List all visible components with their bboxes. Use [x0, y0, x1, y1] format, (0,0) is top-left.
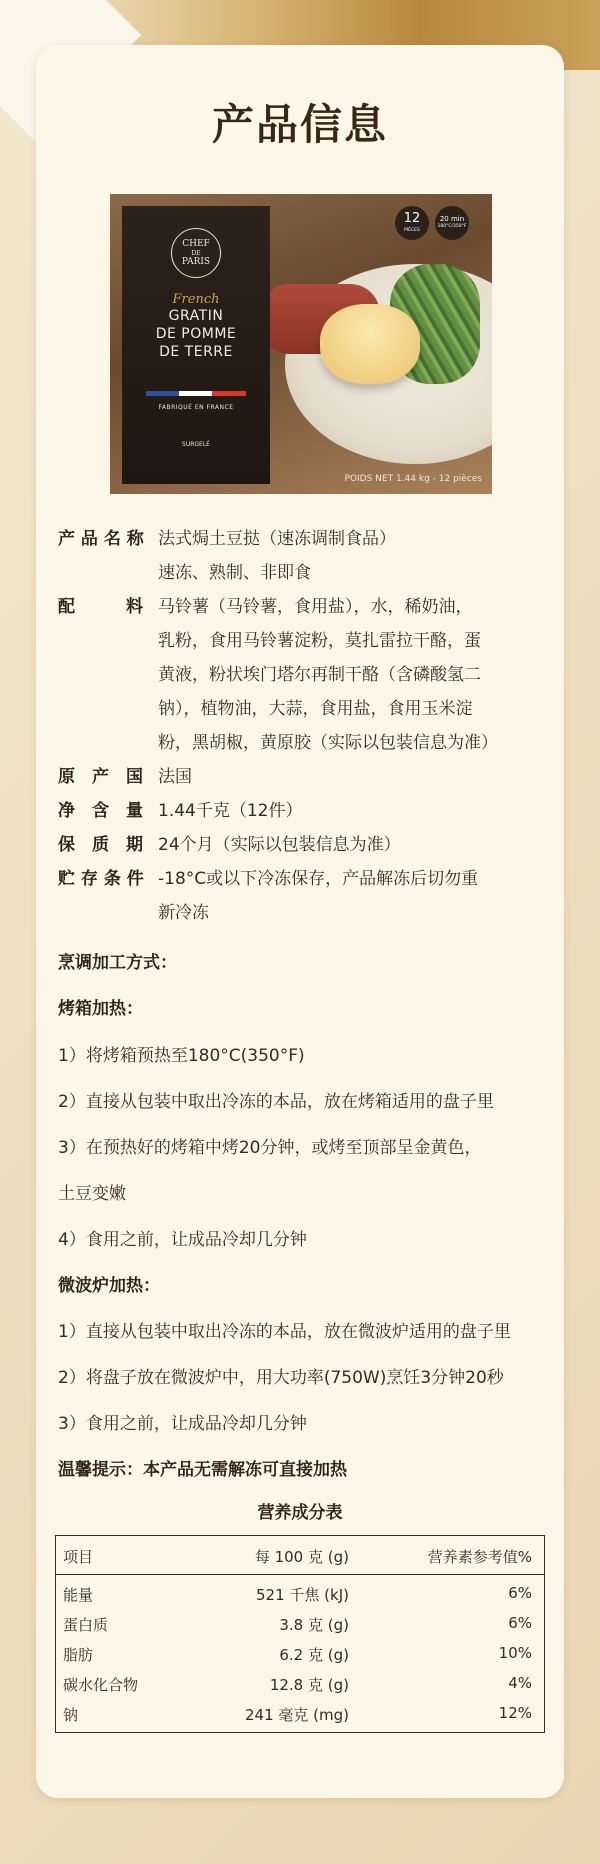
product-box: [122, 206, 270, 484]
oven-step-1: 1）将烤箱预热至180°C(350°F): [58, 1046, 305, 1066]
oven-step-3: 3）在预热好的烤箱中烤20分钟，或烤至顶部呈金黄色，: [58, 1138, 482, 1158]
box-name-line-1: GRATIN: [168, 308, 224, 324]
table-row: 蛋白质 3.8 克 (g) 6%: [63, 1614, 532, 1634]
info-row-origin: 原 产 国 法国: [58, 767, 192, 787]
micro-step-1: 1）直接从包装中取出冷冻的本品，放在微波炉适用的盘子里: [58, 1322, 511, 1342]
nutrition-table: [55, 1535, 545, 1733]
cooking-heading: 烹调加工方式：: [58, 953, 177, 973]
box-script-label: French: [172, 292, 220, 307]
info-row-ingredients: 配 料 马铃薯（马铃薯，食用盐），水，稀奶油， 乳粉，食用马铃薯淀粉，莫扎雷拉干酪，蛋 黄液，粉状埃门塔尔再制干酪（含磷酸氢二 钠），植物油，大蒜，食用盐，食用玉米淀 粉，黑胡椒，黄原胶（实际以包装信息为准）: [58, 597, 498, 753]
oven-heading: 烤箱加热：: [58, 999, 143, 1019]
oven-step-2: 2）直接从包装中取出冷冻的本品，放在烤箱适用的盘子里: [58, 1092, 494, 1112]
french-flag-stripe: [146, 391, 246, 396]
box-name-line-2: DE POMME: [155, 326, 237, 342]
oven-step-4: 4）食用之前，让成品冷却几分钟: [58, 1230, 307, 1250]
product-image: [110, 194, 492, 494]
micro-step-2: 2）将盘子放在微波炉中，用大功率(750W)烹饪3分钟20秒: [58, 1368, 504, 1388]
table-row: 钠 241 毫克 (mg) 12%: [63, 1704, 532, 1724]
gratin: [320, 304, 420, 384]
table-row: 脂肪 6.2 克 (g) 10%: [63, 1644, 532, 1664]
pieces-badge: 12 PIÈCES: [395, 206, 429, 240]
product-info: [58, 522, 558, 930]
micro-step-3: 3）食用之前，让成品冷却几分钟: [58, 1414, 307, 1434]
nutrition-header-row: 项目 每 100 克 (g) 营养素参考值%: [56, 1536, 544, 1575]
table-row: 能量 521 千焦 (kJ) 6%: [63, 1584, 532, 1604]
time-badge: 20 min 180°C/350°F: [435, 206, 469, 240]
oven-step-3-cont: 土豆变嫩: [58, 1184, 126, 1204]
info-row-shelf: 保 质 期 24个月（实际以包装信息为准）: [58, 835, 401, 855]
info-name-sub: 速冻、熟制、非即食: [158, 563, 311, 583]
net-weight-label: POIDS NET 1.44 kg - 12 pièces: [344, 474, 482, 484]
box-name-line-3: DE TERRE: [159, 344, 233, 360]
info-row-net: 净 含 量 1.44千克（12件）: [58, 801, 303, 821]
nutrition-title: 营养成分表: [257, 1503, 343, 1523]
tip-text: 温馨提示：本产品无需解冻可直接加热: [58, 1460, 347, 1480]
info-row-storage: 贮 存 条 件 -18°C或以下冷冻保存，产品解冻后切勿重 新冷冻: [58, 869, 479, 923]
surgele-label: SURGELÉ: [182, 441, 210, 448]
chef-de-paris-logo: CHEF DE PARIS: [171, 228, 221, 278]
table-row: 碳水化合物 12.8 克 (g) 4%: [63, 1674, 532, 1694]
info-row-name: 产 品 名 称 法式焗土豆挞（速冻调制食品）: [58, 529, 396, 549]
microwave-heading: 微波炉加热：: [58, 1276, 160, 1296]
made-in-france: FABRIQUÉ EN FRANCE: [158, 404, 234, 411]
page-title: 产品信息: [211, 100, 388, 149]
